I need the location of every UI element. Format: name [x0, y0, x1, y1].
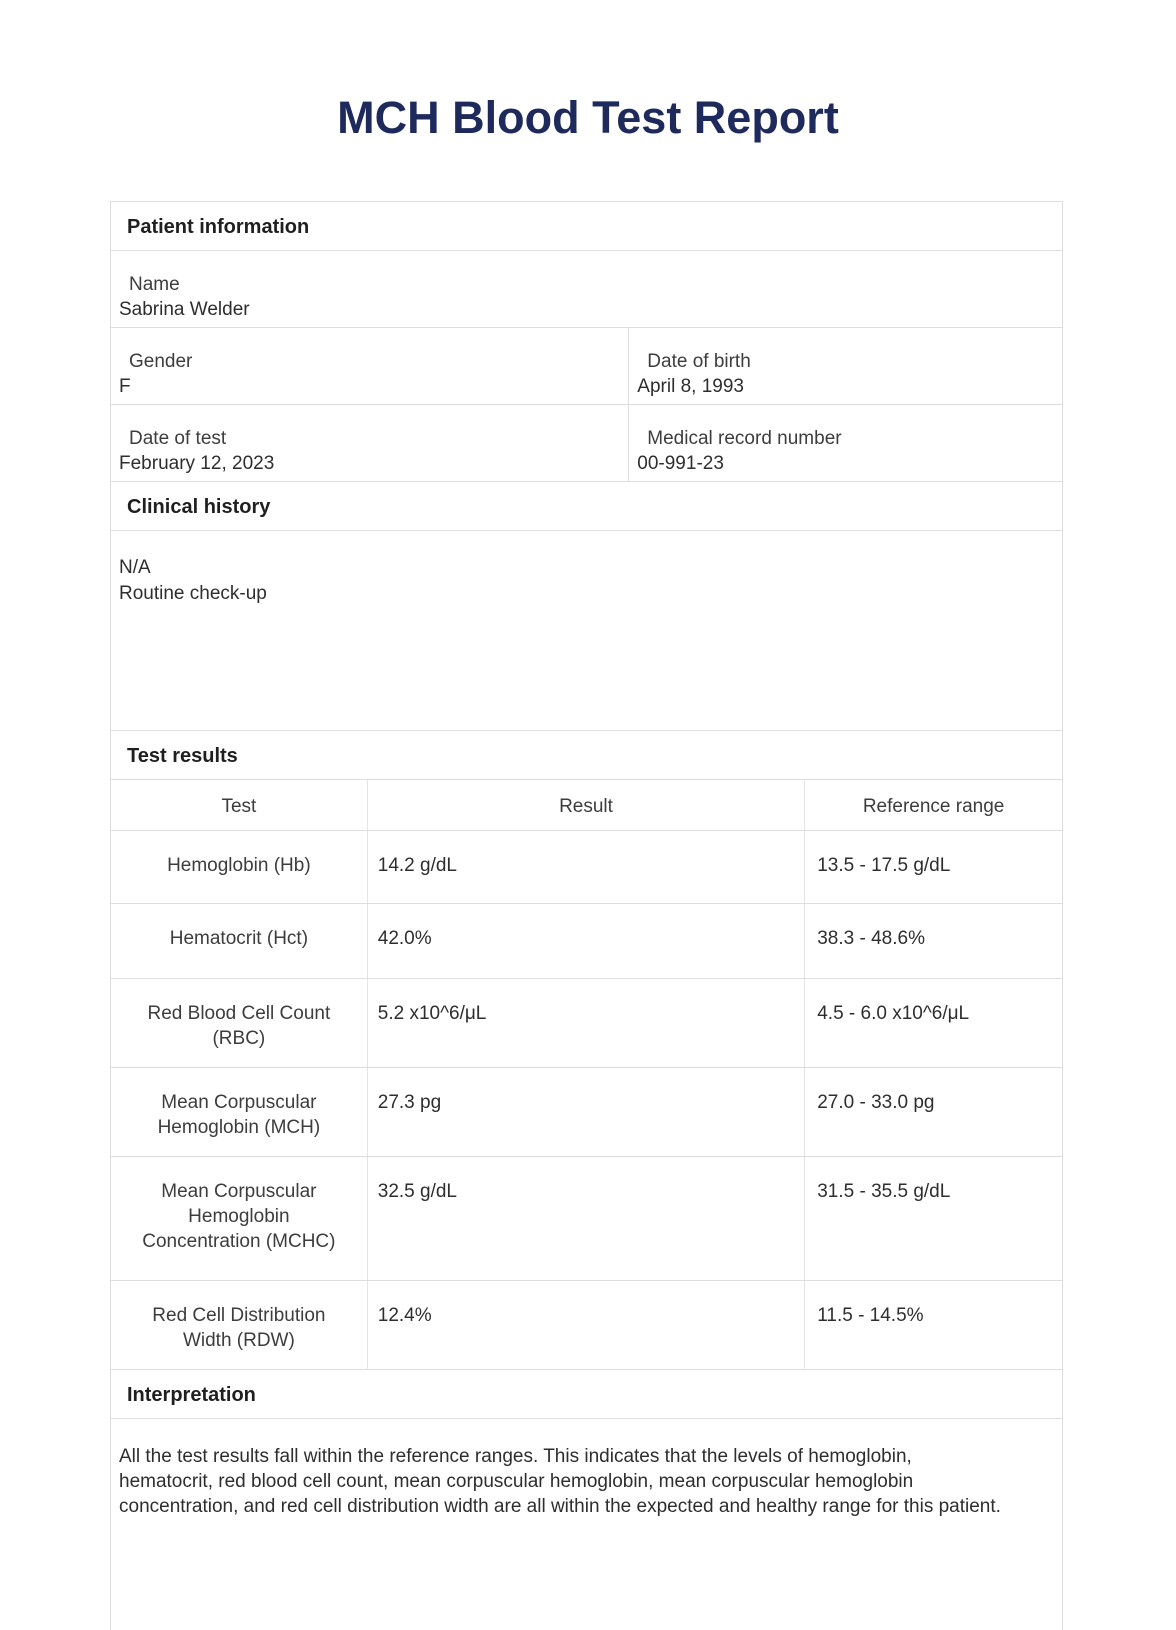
test-result-row-hematocrit	[111, 904, 1062, 979]
date-of-test-label: Date of test	[129, 428, 227, 449]
clinical-history-line-2: Routine check-up	[119, 583, 267, 604]
reference-range-cell: 4.5 - 6.0 x10^6/μL	[817, 1003, 970, 1024]
interpretation-heading: Interpretation	[111, 1370, 1062, 1419]
clinical-history-heading: Clinical history	[111, 482, 1062, 531]
reference-range-cell: 13.5 - 17.5 g/dL	[817, 855, 951, 876]
result-cell: 14.2 g/dL	[368, 831, 805, 903]
name-value: Sabrina Welder	[119, 299, 250, 320]
gender-value: F	[119, 376, 131, 397]
reference-range-cell: 38.3 - 48.6%	[817, 928, 925, 949]
test-name-cell: Mean Corpuscular Hemoglobin Concentration (MCHC)	[111, 1157, 368, 1280]
test-result-row-hemoglobin	[111, 831, 1062, 904]
result-cell: 5.2 x10^6/μL	[368, 979, 805, 1067]
result-cell: 42.0%	[368, 904, 805, 978]
gender-dob-row	[111, 328, 1062, 405]
page-title: MCH Blood Test Report	[337, 92, 839, 143]
interpretation-text: All the test results fall within the reference ranges. This indicates that the levels of hemoglobin, hematocrit, red blood cell count, mean corpuscular hemoglobin, mean corpuscular hemoglobin concentration, and red cell distribution width are all within the expected and healthy range for this patient.	[119, 1446, 1001, 1517]
test-result-row-rdw	[111, 1281, 1062, 1370]
date-of-birth-value: April 8, 1993	[637, 376, 744, 397]
reference-range-cell: 27.0 - 33.0 pg	[817, 1092, 935, 1113]
clinical-history-content	[111, 531, 1062, 731]
test-result-row-mch	[111, 1068, 1062, 1157]
test-name-cell: Hemoglobin (Hb)	[111, 831, 368, 903]
column-header-reference: Reference range	[862, 795, 1005, 817]
gender-field	[111, 328, 629, 404]
interpretation-content	[111, 1419, 1062, 1630]
test-name-cell: Mean Corpuscular Hemoglobin (MCH)	[111, 1068, 368, 1156]
date-of-test-value: February 12, 2023	[119, 453, 275, 474]
result-cell: 32.5 g/dL	[368, 1157, 805, 1280]
name-label: Name	[129, 274, 180, 295]
test-result-row-rbc	[111, 979, 1062, 1068]
medical-record-number-value: 00-991-23	[637, 453, 724, 474]
date-of-birth-label: Date of birth	[647, 351, 751, 372]
date-of-birth-field	[629, 328, 1062, 404]
reference-range-cell: 31.5 - 35.5 g/dL	[817, 1181, 951, 1202]
patient-information-heading: Patient information	[111, 202, 1062, 251]
results-column-header-row	[111, 780, 1062, 831]
result-cell: 27.3 pg	[368, 1068, 805, 1156]
name-field	[111, 251, 1062, 328]
column-header-result: Result	[368, 780, 805, 830]
test-results-heading: Test results	[111, 731, 1062, 780]
result-cell: 12.4%	[368, 1281, 805, 1369]
test-result-row-mchc	[111, 1157, 1062, 1281]
test-name-cell: Red Cell Distribution Width (RDW)	[111, 1281, 368, 1369]
medical-record-number-field	[629, 405, 1062, 481]
clinical-history-line-1: N/A	[119, 557, 151, 578]
test-name-cell: Red Blood Cell Count (RBC)	[111, 979, 368, 1067]
reference-range-cell: 11.5 - 14.5%	[817, 1305, 924, 1326]
medical-record-number-label: Medical record number	[647, 428, 842, 449]
date-of-test-mrn-row	[111, 405, 1062, 482]
report-card	[110, 201, 1063, 1630]
gender-label: Gender	[129, 351, 193, 372]
test-name-cell: Hematocrit (Hct)	[111, 904, 368, 978]
date-of-test-field	[111, 405, 629, 481]
column-header-test: Test	[111, 780, 368, 830]
